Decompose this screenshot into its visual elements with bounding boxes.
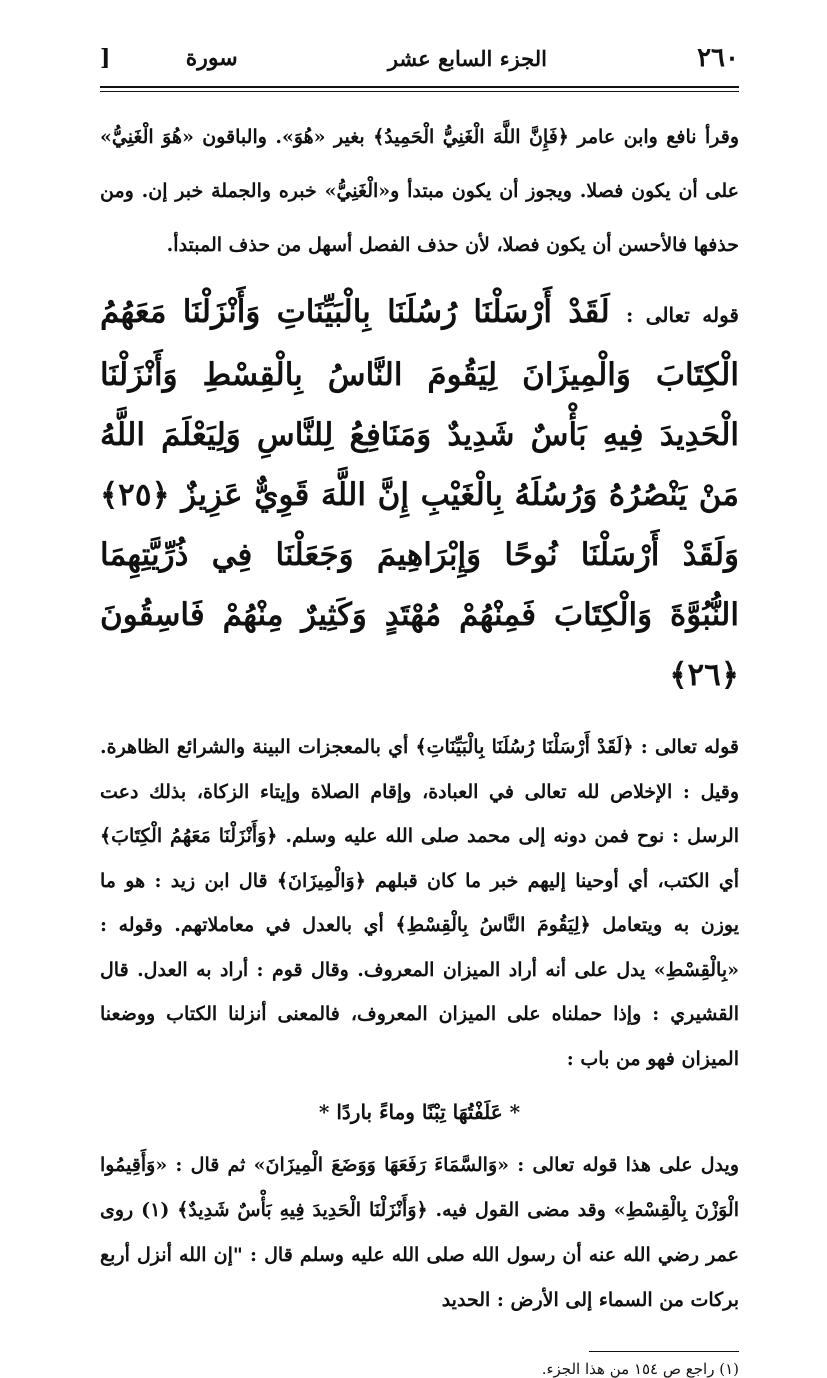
commentary-paragraph: قوله تعالى : ﴿لَقَدْ أَرْسَلْنَا رُسُلَنَا بِالْبَيِّنَاتِ﴾ أي بالمعجزات البينة والشرائع الظاهرة. وقيل : الإخلاص لله تعالى في العبادة، وإقام الصلاة وإيتاء الزكاة، بذلك دعت الرسل : نوح فمن دونه إلى محمد صلى الله عليه وسلم. ﴿وَأَنْزَلْنَا مَعَهُمُ الْكِتَابَ﴾ أي الكتب، أي أوحينا إليهم خبر ما كان قبلهم ﴿وَالْمِيزَانَ﴾ قال ابن زيد : هو ما يوزن به ويتعامل ﴿لِيَقُومَ النَّاسُ بِالْقِسْطِ﴾ أي بالعدل في معاملاتهم. وقوله : «بِالْقِسْطِ» يدل على أنه أراد الميزان المعروف. وقال قوم : أراد به العدل. قال القشيري : وإذا حملناه على الميزان المعروف، فالمعنى أنزلنا الكتاب ووضعنا الميزان فهو من باب : [100,736,739,1070]
header-rule-thick [100,86,739,88]
footnote: (١) راجع ص ١٥٤ من هذا الجزء. [541,1360,739,1378]
header-rule-thin [100,91,739,92]
poetry-line: * عَلَفْتُهَا تِبْنًا وماءً باردًا * [318,1100,521,1124]
part-title: الجزء السابع عشر [387,45,547,71]
verse-lead: قوله تعالى : [625,303,739,327]
footnote-rule [589,1351,739,1352]
surah-label-group [100,45,238,71]
bracket-glyph: [ [100,45,111,71]
verse-text: لَقَدْ أَرْسَلْنَا رُسُلَنَا بِالْبَيِّنَاتِ وَأَنْزَلْنَا مَعَهُمُ الْكِتَابَ وَالْمِيزَانَ لِيَقُومَ النَّاسُ بِالْقِسْطِ وَأَنْزَلْنَا الْحَدِيدَ فِيهِ بَأْسٌ شَدِيدٌ وَمَنَافِعُ لِلنَّاسِ وَلِيَعْلَمَ اللَّهُ مَنْ يَنْصُرُهُ وَرُسُلَهُ بِالْغَيْبِ إِنَّ اللَّهَ قَوِيٌّ عَزِيزٌ ﴿٢٥﴾ وَلَقَدْ أَرْسَلْنَا نُوحًا وَإِبْرَاهِيمَ وَجَعَلْنَا فِي ذُرِّيَّتِهِمَا النُّبُوَّةَ وَالْكِتَابَ فَمِنْهُمْ مُهْتَدٍ وَكَثِيرٌ مِنْهُمْ فَاسِقُونَ ﴿٢٦﴾ [100,294,739,693]
reading-variants-paragraph: وقرأ نافع وابن عامر ﴿فَإِنَّ اللَّهَ الْغَنِيُّ الْحَمِيدُ﴾ بغير «هُوَ». والباقون «هُوَ الْغَنِيُّ» على أن يكون فصلا. ويجوز أن يكون مبتدأ و«الْغَنِيُّ» خبره والجملة خبر إن. ومن حذفها فالأحسن أن يكون فصلا، لأن حذف الفصل أسهل من حذف المبتدأ. [100,126,739,256]
quran-verse-block [100,282,739,705]
commentary-paragraph-2: ويدل على هذا قوله تعالى : «وَالسَّمَاءَ رَفَعَهَا وَوَضَعَ الْمِيزَانَ» ثم قال : «وَأَقِيمُوا الْوَزْنَ بِالْقِسْطِ» وقد مضى القول فيه. ﴿وَأَنْزَلْنَا الْحَدِيدَ فِيهِ بَأْسٌ شَدِيدٌ﴾ (١) روى عمر رضي الله عنه أن رسول الله صلى الله عليه وسلم قال : "إن الله أنزل أربع بركات من السماء إلى الأرض : الحديد [100,1154,740,1311]
running-header [100,38,739,78]
surah-label: سورة [185,45,238,71]
page-number: ٢٦٠ [697,43,739,73]
